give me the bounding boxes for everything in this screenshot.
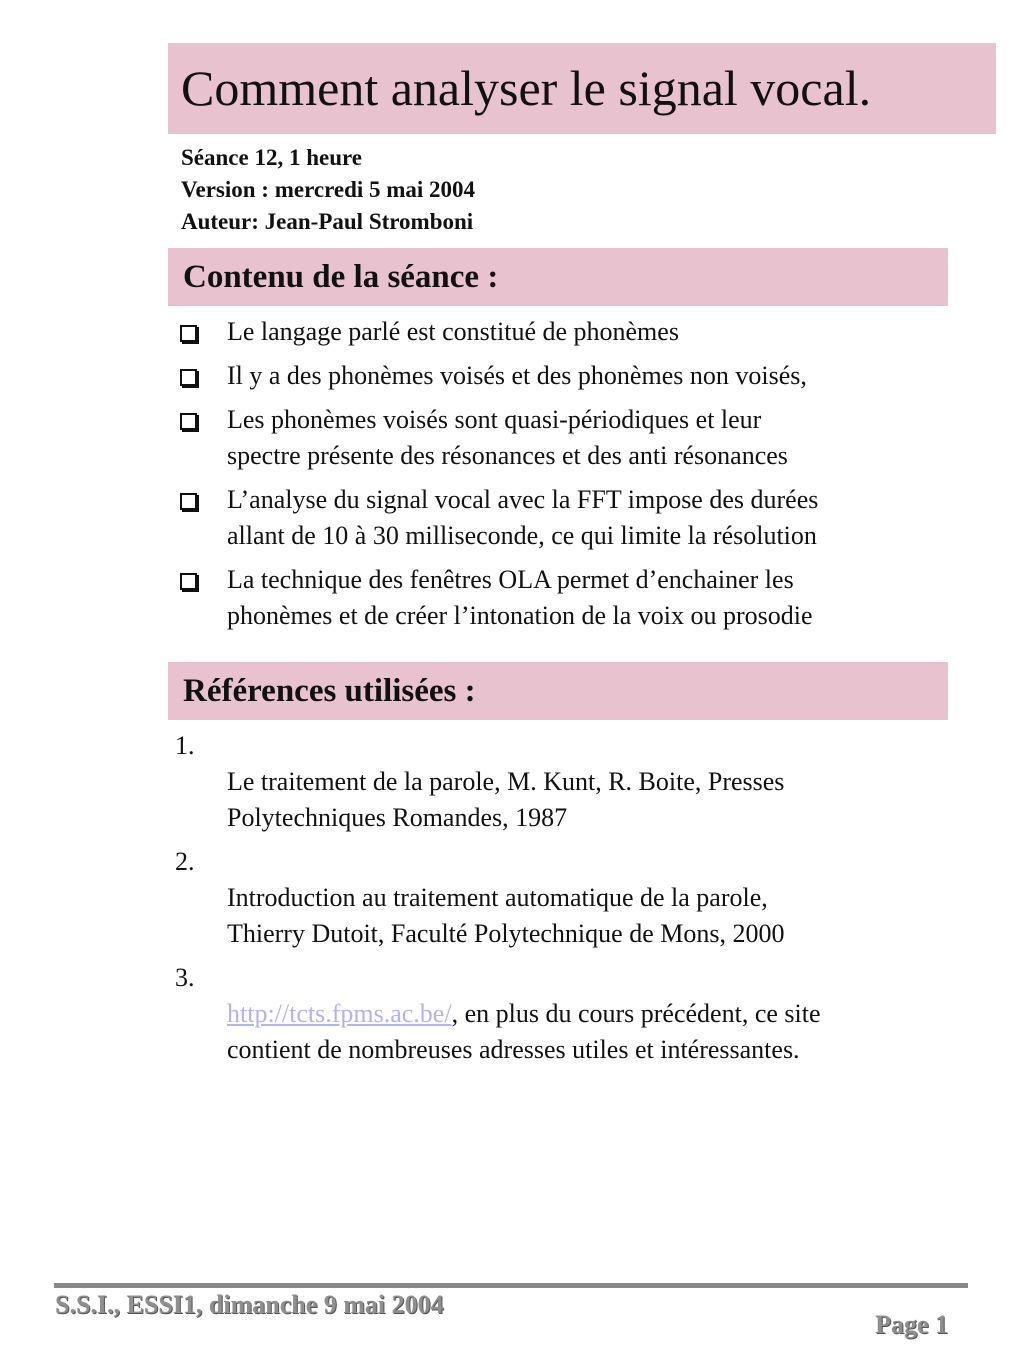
contenu-item [178, 562, 978, 634]
reference-item [172, 728, 972, 836]
footer-course-date: S.S.I., ESSI1, dimanche 9 mai 2004 [55, 1290, 444, 1319]
contenu-item [178, 358, 978, 394]
page-title: Comment analyser le signal vocal. [181, 60, 872, 116]
contenu-item-text: L’analyse du signal vocal avec la FFT impose des durées allant de 10 à 30 milliseconde, ce qui limite la résolution [227, 485, 819, 550]
reference-number: 1. [175, 731, 195, 760]
author-info: Auteur: Jean-Paul Stromboni [181, 209, 474, 234]
checkbox-bullet-icon [180, 573, 197, 590]
checkbox-bullet-icon [180, 369, 197, 386]
reference-text: , en plus du cours précédent, ce site contient de nombreuses adresses utiles et intéressantes. [227, 999, 821, 1064]
version-info: Version : mercredi 5 mai 2004 [181, 177, 476, 202]
contenu-item-text: Les phonèmes voisés sont quasi-périodiques et leur spectre présente des résonances et des anti résonances [227, 405, 788, 470]
references-heading: Références utilisées : [183, 673, 476, 709]
contenu-item-text: Le langage parlé est constitué de phonèmes [227, 317, 679, 346]
title-band [168, 43, 996, 134]
page-number: Page 1 [875, 1310, 948, 1339]
checkbox-bullet-icon [180, 493, 197, 510]
references-list [172, 728, 972, 1076]
contenu-heading: Contenu de la séance : [183, 259, 499, 295]
session-info: Séance 12, 1 heure [181, 145, 363, 170]
reference-item [172, 844, 972, 952]
references-section-band [168, 662, 948, 720]
reference-number: 3. [175, 963, 195, 992]
reference-link[interactable]: http://tcts.fpms.ac.be/ [227, 999, 452, 1028]
contenu-item-text: Il y a des phonèmes voisés et des phonèmes non voisés, [227, 361, 807, 390]
checkbox-bullet-icon [180, 413, 197, 430]
checkbox-bullet-icon [180, 325, 197, 342]
reference-text: Le traitement de la parole, M. Kunt, R. Boite, Presses Polytechniques Romandes, 1987 [227, 767, 785, 832]
contenu-item [178, 482, 978, 554]
reference-text: Introduction au traitement automatique de la parole, Thierry Dutoit, Faculté Polytechnique de Mons, 2000 [227, 883, 785, 948]
footer-divider [54, 1283, 968, 1288]
contenu-item-text: La technique des fenêtres OLA permet d’enchainer les phonèmes et de créer l’intonation de la voix ou prosodie [227, 565, 813, 630]
reference-item [172, 960, 972, 1068]
reference-number: 2. [175, 847, 195, 876]
contenu-item [178, 402, 978, 474]
contenu-item [178, 314, 978, 350]
contenu-list [178, 314, 978, 642]
session-meta [181, 142, 475, 238]
contenu-section-band [168, 248, 948, 306]
